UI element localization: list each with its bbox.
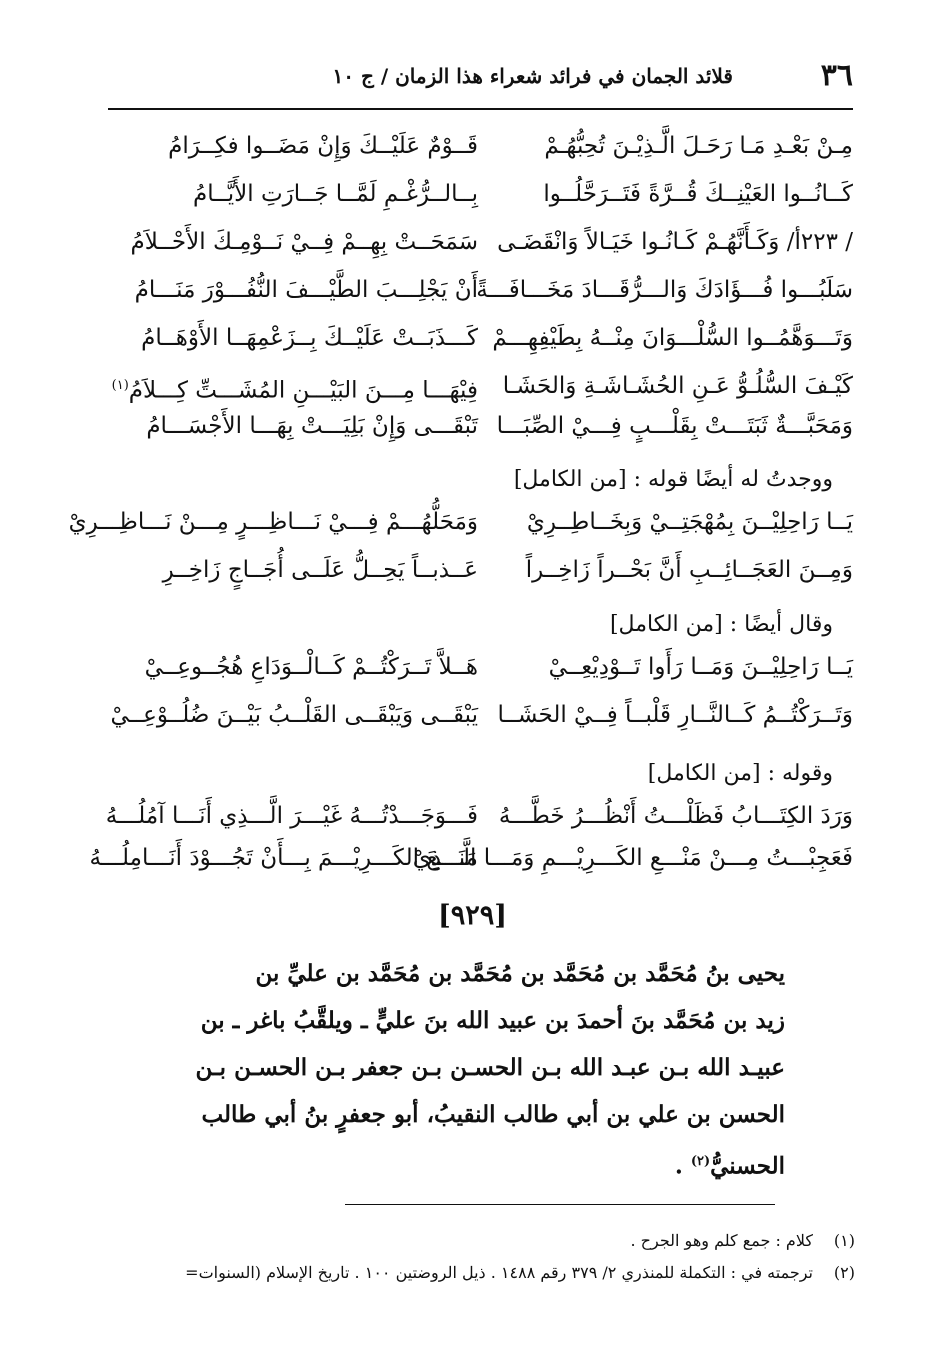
verse-line xyxy=(108,122,853,170)
biography-line: يحيى بنُ مُحَمَّد بن مُحَمَّد بن مُحَمَّد بن مُحَمَّد بن عليِّ بن xyxy=(255,960,785,987)
biography-line: الحسن بن علي بن أبي طالب النقيبُ، أبو جعفرٍ بنُ أبي طالب xyxy=(201,1101,785,1128)
hemistich-first: وَتَـــوَهَّمُــوا السُّلْـــوَانَ مِنْــهُ بِطَيْفِهِـــمْ xyxy=(492,325,853,351)
hemistich-second: يَبْقَــى وَيَبْقَــى القَلْــبُ بَيْــنَ ضُلُــوْعِــيْ xyxy=(110,702,478,728)
hemistich-second: أَنْ يَجْلِـــبَ الطَّيْـــفَ النُّفُـــوْرَ مَنَـــامُ xyxy=(134,277,478,303)
verse-line xyxy=(89,834,853,882)
running-title: قلائد الجمان في فرائد شعراء هذا الزمان / ج ١٠ xyxy=(332,64,733,88)
hemistich-first: وَتَــرَكْتُــمُ كَــالنَّــارِ قَلْبــاً فِــيْ الحَشَــا xyxy=(497,702,853,728)
biography-line-last: الحسنيُّ$^{(٢)}$ . xyxy=(674,1152,785,1180)
footnote-number: (٢) xyxy=(833,1263,855,1282)
hemistich-second: فِيْهَـــا مِـــنَ البَيْـــنِ المُشَـــتِّ كِـــلاَمُ$^{(١)}$ xyxy=(111,377,478,404)
verse-line xyxy=(108,314,853,362)
hemistich-first: مِـنْ بَعْـدِ مَـا رَحَـلَ الَّـذِيْـنَ تُحِبُّهُـمْ xyxy=(544,133,853,159)
footnote xyxy=(185,1260,855,1286)
hemistich-first: كَيْـفَ السُّلُـوُّ عَـنِ الحُشَـاشَـةِ وَالحَشَـا xyxy=(502,373,853,399)
poem-intro: ووجدتُ له أيضًا قوله : [من الكامل] xyxy=(513,467,833,492)
footnote-number: (١) xyxy=(833,1231,855,1250)
hemistich-first: يَــا رَاحِلِيْــنَ بِمُهْجَتِــيْ وَبِخَــاطِــرِيْ xyxy=(526,509,853,535)
footnote-marker: (١) xyxy=(111,378,129,393)
hemistich-first: فَعَجِبْـــتُ مِـــنْ مَنْـــعِ الكَـــرِيْـــمِ وَمَـــا الَّـــذِيْ xyxy=(412,845,853,871)
hemistich-first: وَرَدَ الكِتَـــابُ فَظَلْـــتُ أَنْظُـــرُ خَطَّـــهُ xyxy=(498,803,853,829)
poem-intro: وقال أيضًا : [من الكامل] xyxy=(609,612,833,637)
hemistich-second: وَمَحَلُّهُـــمْ فِـــيْ نَـــاظِـــرٍ مِـــنْ نَـــاظِـــرِيْ xyxy=(68,509,478,535)
verse-line xyxy=(108,218,853,266)
verse-line xyxy=(108,546,853,594)
hemistich-second: مَنَـــعَ الكَـــرِيْـــمَ بِـــأَنْ تَجُـــوْدَ أَنَـــامِلُـــهُ xyxy=(89,845,478,871)
hemistich-first: سَلَبُـــوا فُـــؤَادَكَ وَالـــرُّقَـــادَ مَخَـــافَـــةً xyxy=(476,277,853,303)
hemistich-first: وَمِــنَ العَجَــائِــبِ أَنَّ بَحْــراً زَاخِــراً xyxy=(525,557,853,583)
biography-line: عبيـد الله بـن عبـد الله بـن الحسـن بـن جعفر بـن الحسـن بـن xyxy=(195,1054,785,1081)
verse-line xyxy=(108,170,853,218)
hemistich-second: بِــالــرُّغْـمِ لَمَّــا جَــارَتِ الأَيَّــامُ xyxy=(193,181,478,207)
verse-line xyxy=(108,643,853,691)
page-header xyxy=(108,58,853,98)
footnote xyxy=(630,1228,855,1254)
hemistich-first: / ٢٢٣أ/ وَكَـأَنَّهُـمْ كَـانُـوا خَيَـالاً وَانْقَضَـى xyxy=(497,229,853,255)
hemistich-first: وَمَحَبَّـــةٌ ثَبَتَـــتْ بِقَلْـــبٍ فِـــيْ الصِّبَـــا xyxy=(496,413,853,439)
biography-line: زيد بن مُحَمَّد بنَ أحمدَ بن عبيد الله بنَ عليٍّ ـ ويلقَّبُ باغر ـ بن xyxy=(200,1007,785,1034)
hemistich-second: قَــوْمٌ عَلَيْــكَ وَإِنْ مَضَــوا فكِــرَامُ xyxy=(168,133,478,159)
hemistich-second: سَمَحَــتْ بِهِــمْ فِــيْ نَــوْمِـكَ الأَحْــلاَمُ xyxy=(130,229,478,255)
header-rule xyxy=(108,108,853,110)
page-number: ٣٦ xyxy=(820,58,853,93)
verse-line xyxy=(68,498,853,546)
footnote-text: ترجمته في : التكملة للمنذري ٢/ ٣٧٩ رقم ١٤٨٨ . ذيل الروضتين ١٠٠ . تاريخ الإسلام (السنوات= xyxy=(185,1263,813,1282)
footnote-marker: (٢) xyxy=(690,1154,711,1169)
hemistich-second: كَـــذَبَــتْ عَلَيْــكَ بِــزَعْمِهَــا الأَوْهَــامُ xyxy=(141,325,478,351)
hemistich-second: عَــذبــاً يَحِــلُّ عَلَــى أُجَــاجٍ زَاخِــرِ xyxy=(162,557,478,583)
verse-line xyxy=(105,792,853,840)
hemistich-second: هَــلاَّ تَــرَكْتُــمْ كَــالْــوَدَاعِ هُجُــوعِــيْ xyxy=(144,654,478,680)
footnote-text: كلام : جمع كلم وهو الجرح . xyxy=(630,1231,813,1250)
hemistich-second: فَـــوَجَـــدْتُـــهُ غَيْـــرَ الَّـــذِي أَنَـــا آمُلُـــهُ xyxy=(105,803,478,829)
biography-entry xyxy=(175,950,785,1190)
poem-intro: وقوله : [من الكامل] xyxy=(647,761,833,786)
hemistich-first: كَــانُــوا العَيْنِــكَ قُــرَّةً فَتَــرَحَّلُــوا xyxy=(543,181,853,207)
verse-line xyxy=(108,691,853,739)
hemistich-second: تَبْقَـــى وَإِنْ بَلِيَـــتْ بِهَـــا الأَجْسَـــامُ xyxy=(146,413,478,439)
verse-line xyxy=(108,266,853,314)
hemistich-first: يَــا رَاحِلِيْــنَ وَمَــا رَأَوا تَــوْدِيْعِــيْ xyxy=(548,654,853,680)
verse-line xyxy=(108,402,853,450)
footnote-rule xyxy=(345,1204,775,1205)
entry-number: [٩٢٩] xyxy=(437,900,508,931)
